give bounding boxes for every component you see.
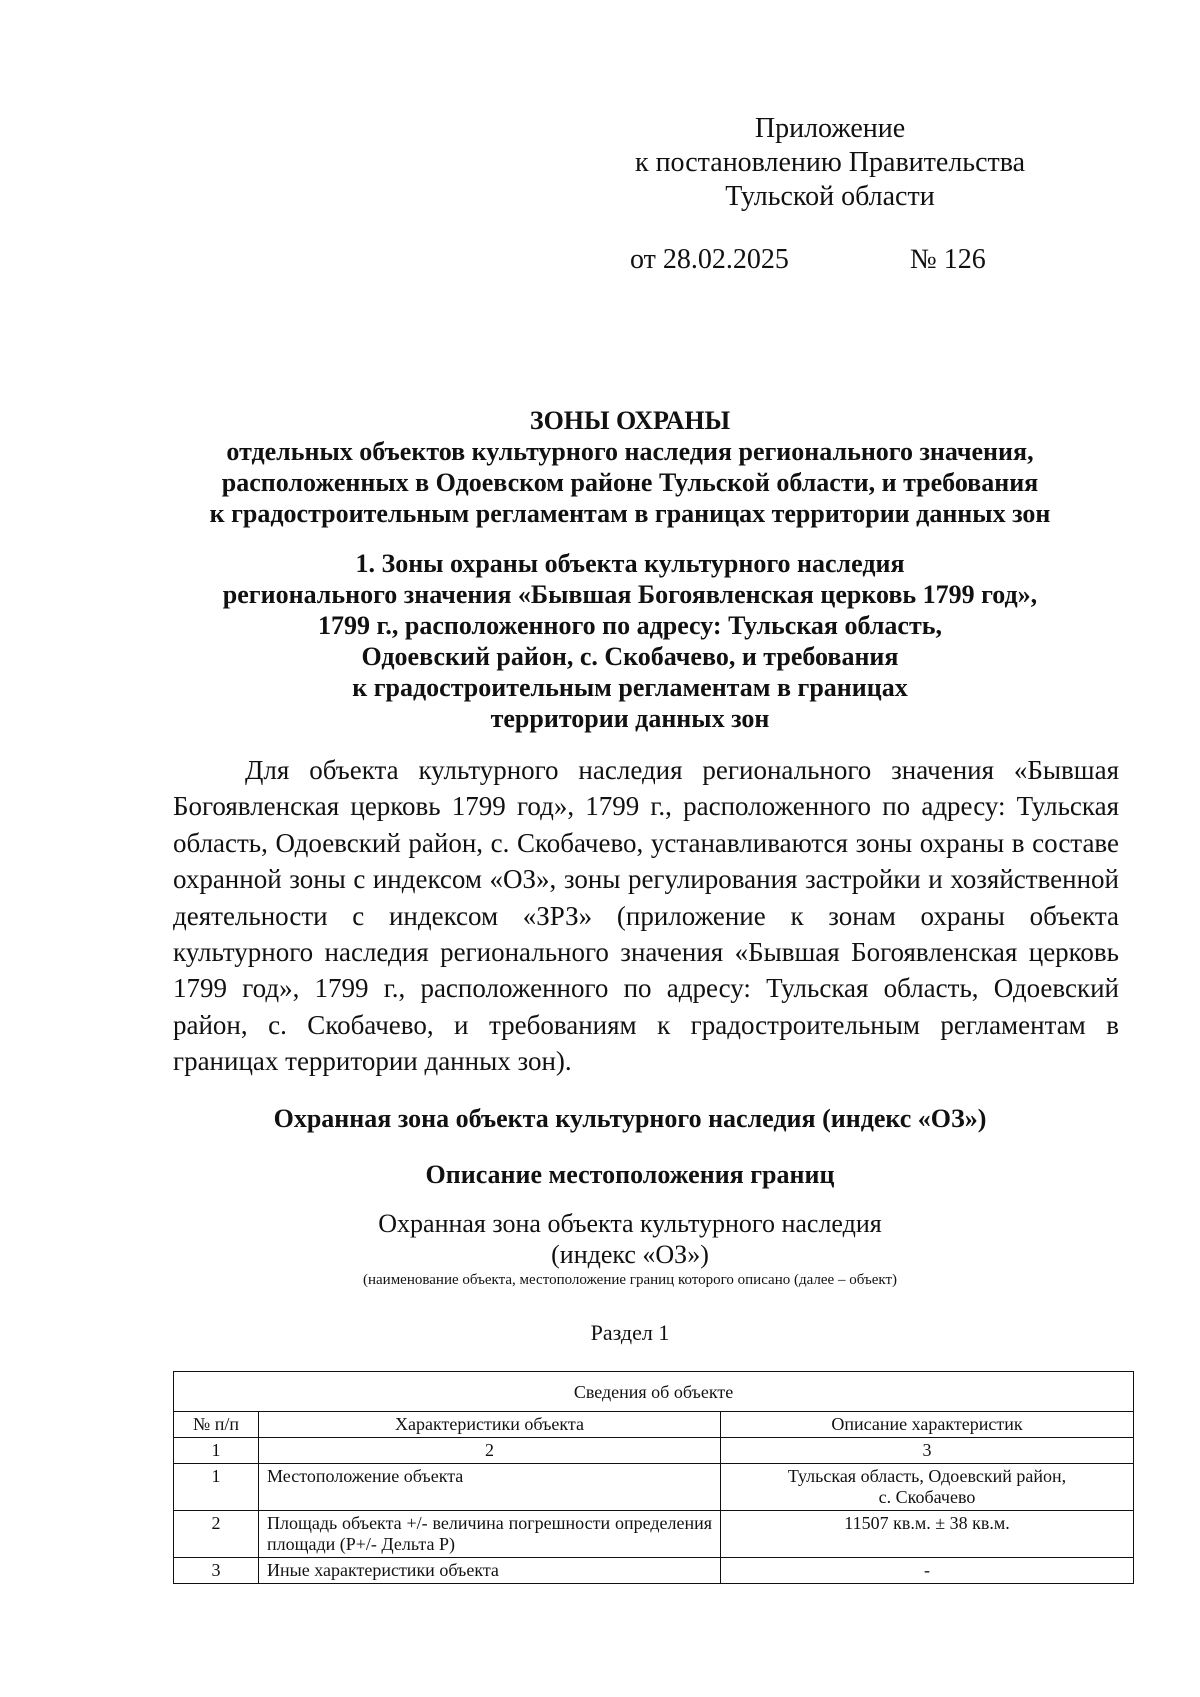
table-row (174, 1511, 1134, 1558)
row-num: 1 (174, 1464, 259, 1511)
row-name: Местоположение объекта (259, 1464, 721, 1511)
title-line: расположенных в Одоевском районе Тульской области, и требования (221, 468, 1039, 497)
section-label: Раздел 1 (590, 1320, 670, 1345)
table-index-row (174, 1438, 1134, 1464)
approval-block (600, 112, 1060, 214)
header-characteristic: Характеристики объекта (259, 1412, 721, 1438)
header-num: № п/п (174, 1412, 259, 1438)
table-caption: Сведения об объекте (174, 1372, 1134, 1412)
table-row (174, 1558, 1134, 1584)
section-title-line: регионального значения «Бывшая Богоявленская церковь 1799 год», (222, 580, 1038, 609)
section-title-line: 1799 г., расположенного по адресу: Тульская область, (317, 611, 942, 640)
object-name-caption: (наименование объекта, местоположение границ которого описано (далее – объект) (362, 1272, 898, 1288)
row-name: Площадь объекта +/- величина погрешности определения площади (Р+/- Дельта Р) (259, 1511, 721, 1558)
approval-line: к постановлению Правительства (634, 147, 1026, 178)
decree-number: № 126 (910, 244, 986, 275)
oz-heading: Охранная зона объекта культурного наследия (индекс «ОЗ») (273, 1104, 987, 1133)
document-title (150, 405, 1110, 529)
row-value-line: 11507 кв.м. ± 38 кв.м. (844, 1513, 1010, 1533)
decree-date-number (630, 243, 1050, 277)
row-value (721, 1464, 1134, 1511)
header-description: Описание характеристик (721, 1412, 1134, 1438)
approval-line: Приложение (754, 113, 906, 144)
index-cell: 1 (174, 1438, 259, 1464)
section-title-line: Одоевский район, с. Скобачево, и требования (361, 642, 899, 671)
object-name (250, 1208, 1010, 1270)
approval-line: Тульской области (725, 181, 935, 212)
row-value-line: с. Скобачево (878, 1487, 976, 1507)
table-header-row (174, 1412, 1134, 1438)
row-num: 2 (174, 1511, 259, 1558)
section-title-line: 1. Зоны охраны объекта культурного наследия (355, 549, 905, 578)
object-name-line: Охранная зона объекта культурного наследия (378, 1209, 882, 1238)
section-title-line: территории данных зон (490, 704, 770, 733)
title-line: отдельных объектов культурного наследия регионального значения, (226, 437, 1034, 466)
section-title-line: к градостроительным регламентам в границах (352, 673, 908, 702)
row-value-line: Тульская область, Одоевский район, (787, 1466, 1067, 1486)
boundary-description-heading: Описание местоположения границ (425, 1160, 835, 1189)
title-line: ЗОНЫ ОХРАНЫ (529, 406, 731, 435)
table-row (174, 1464, 1134, 1511)
row-value-line: - (924, 1560, 930, 1580)
row-value (721, 1558, 1134, 1584)
index-cell: 3 (721, 1438, 1134, 1464)
object-info-table (173, 1371, 1134, 1584)
section-title (150, 548, 1110, 734)
object-name-line: (индекс «ОЗ») (551, 1240, 709, 1269)
body-paragraph: Для объекта культурного наследия регионального значения «Бывшая Богоявленская церковь 1799 год», 1799 г., расположенного по адресу: Тульская область, Одоевский район, с. Скобачево, устанавливаются зоны охраны в составе охранной зоны с индексом «ОЗ», зоны регулирования застройки и хозяйственной деятельности с индексом «ЗРЗ» (приложение к зонам охраны объекта культурного наследия регионального значения «Бывшая Богоявленская церковь 1799 год», 1799 г., расположенного по адресу: Тульская область, Одоевский район, с. Скобачево, и требованиям к градостроительным регламентам в границах территории данных зон). (173, 755, 1119, 1077)
table-caption-row (174, 1372, 1134, 1412)
title-line: к градостроительным регламентам в границах территории данных зон (209, 499, 1051, 528)
row-value (721, 1511, 1134, 1558)
row-num: 3 (174, 1558, 259, 1584)
row-name: Иные характеристики объекта (259, 1558, 721, 1584)
decree-date: от 28.02.2025 (630, 244, 789, 275)
index-cell: 2 (259, 1438, 721, 1464)
